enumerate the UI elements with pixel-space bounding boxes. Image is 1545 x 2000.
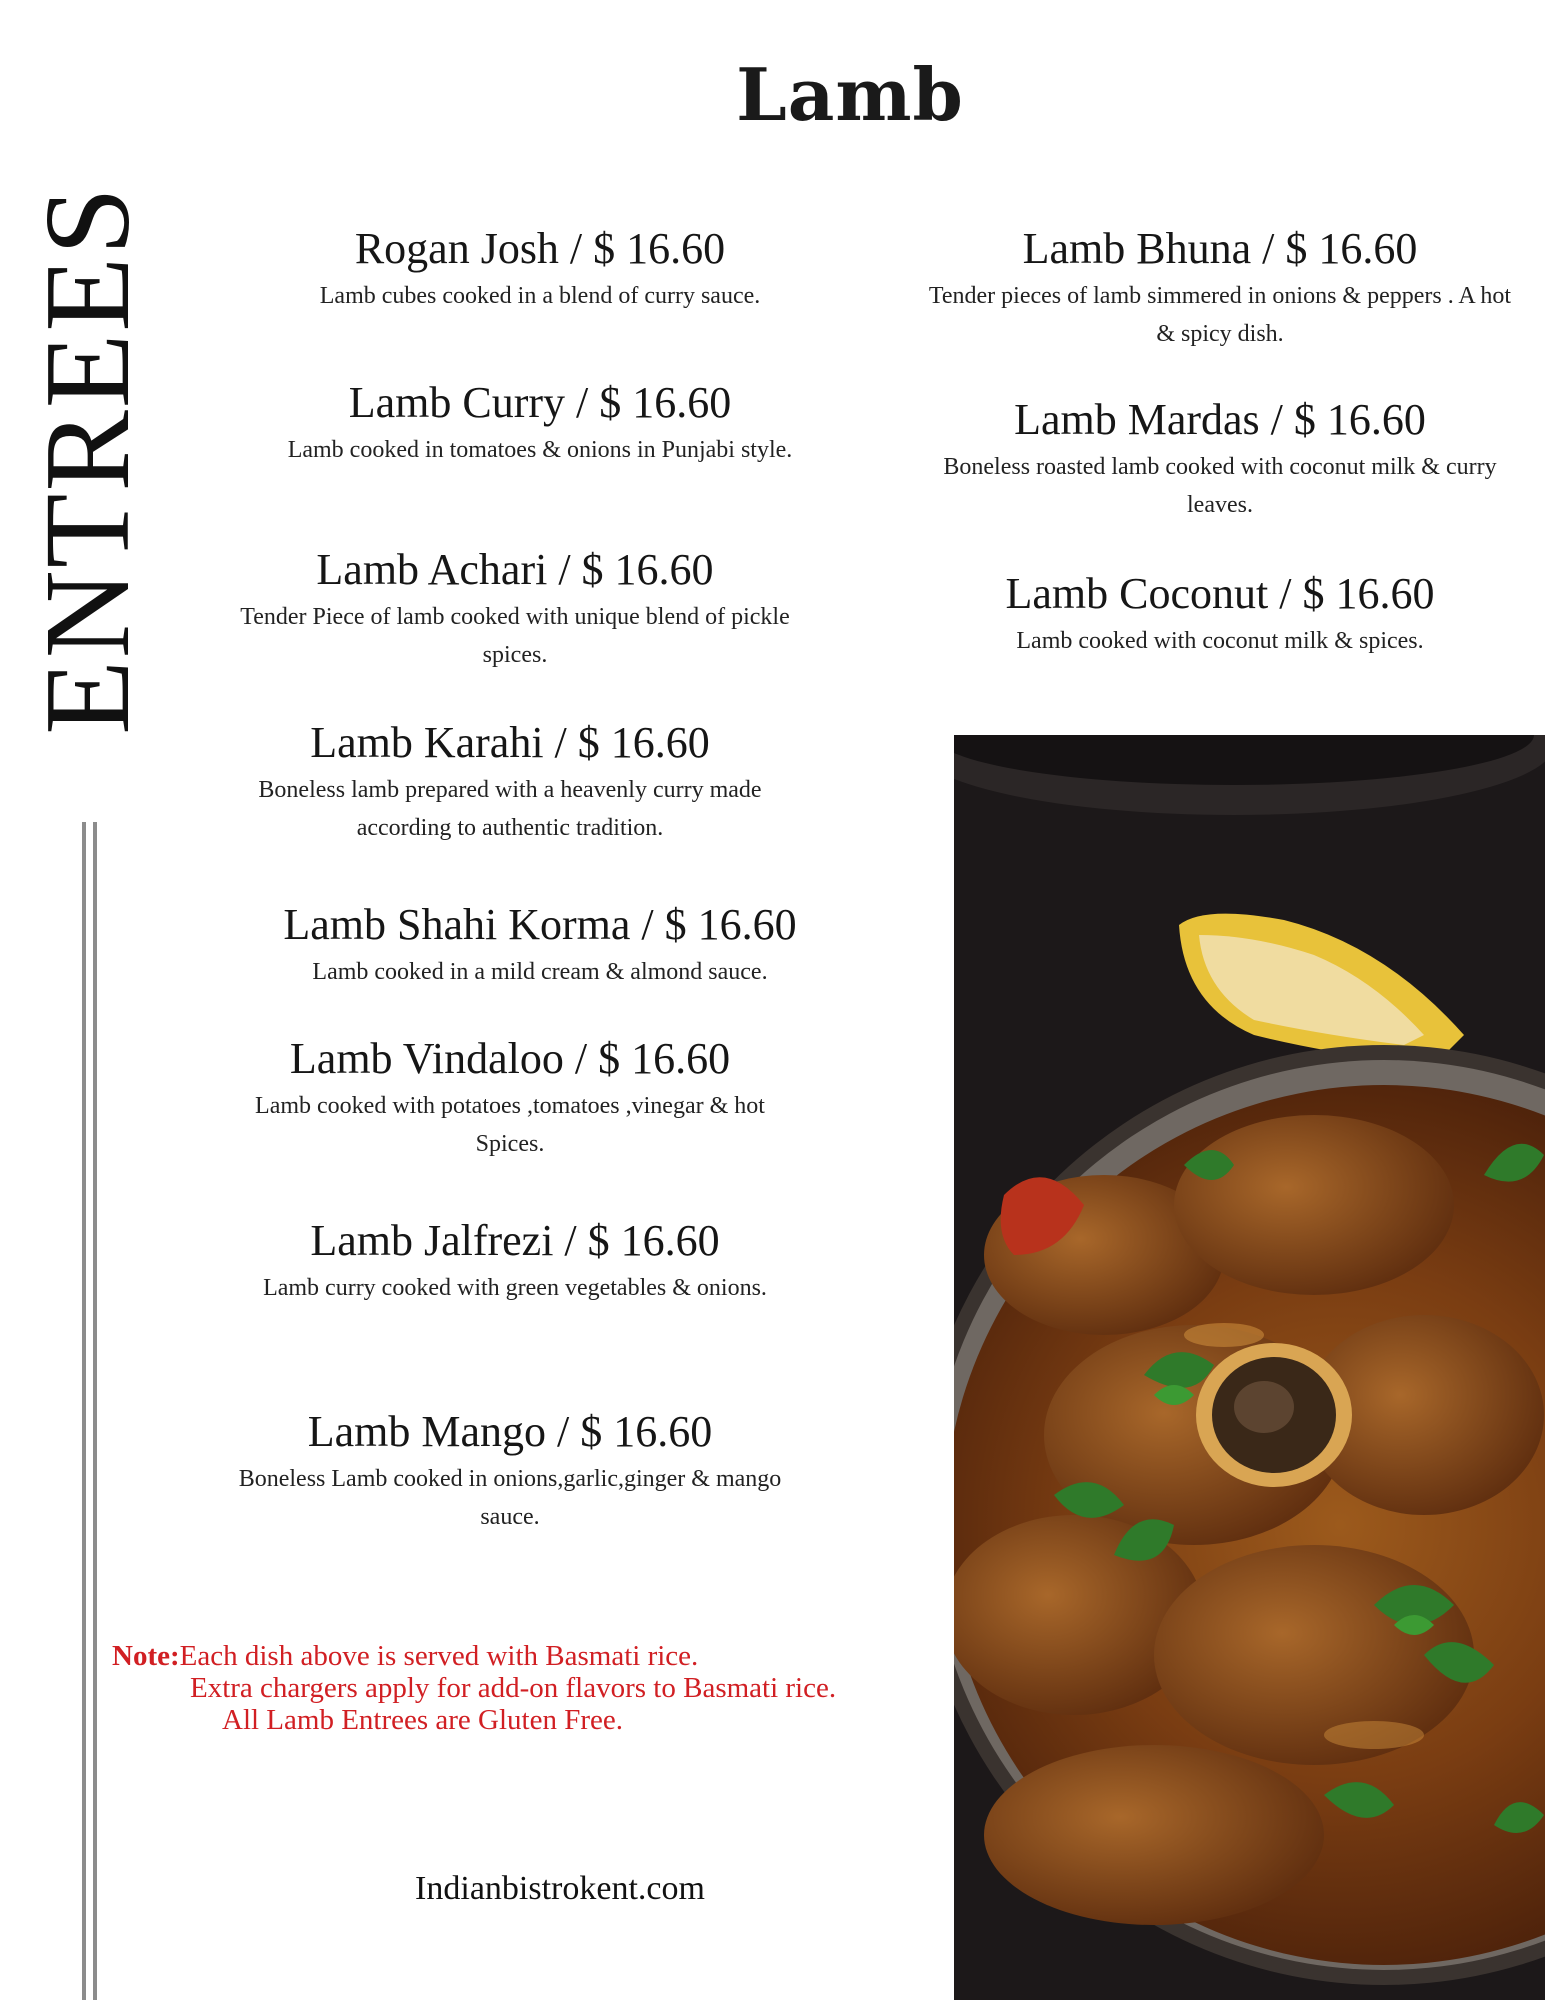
page-title: Lamb [736, 52, 964, 137]
note-text-1: Each dish above is served with Basmati rice. [179, 1640, 699, 1672]
item-name: Lamb Karahi / $ 16.60 [310, 718, 710, 767]
item-name: Lamb Shahi Korma / $ 16.60 [283, 900, 797, 949]
item-name: Lamb Curry / $ 16.60 [348, 378, 732, 427]
item-name: Lamb Mardas / $ 16.60 [1014, 395, 1426, 444]
item-description: Tender Piece of lamb cooked with unique blend of pickle spices. [240, 604, 790, 668]
item-name: Lamb Bhuna / $ 16.60 [1022, 224, 1418, 273]
item-name: Lamb Achari / $ 16.60 [316, 545, 714, 594]
item-description: Lamb cooked in a mild cream & almond sauce. [312, 959, 768, 985]
item-description: Lamb cubes cooked in a blend of curry sauce. [319, 283, 761, 309]
menu-item-lamb-vindaloo [220, 1033, 800, 1163]
note-line-1 [112, 1640, 942, 1672]
curry-bowl-illustration [954, 735, 1545, 2000]
item-description: Lamb curry cooked with green vegetables & onions. [263, 1275, 767, 1301]
item-description: Boneless roasted lamb cooked with coconut milk & curry leaves. [943, 454, 1497, 518]
website-link[interactable]: Indianbistrokent.com [415, 1870, 705, 1907]
item-name: Lamb Mango / $ 16.60 [307, 1407, 713, 1456]
item-description: Boneless Lamb cooked in onions,garlic,ginger & mango sauce. [238, 1466, 782, 1530]
menu-item-rogan-josh [210, 223, 870, 315]
menu-item-lamb-curry [265, 377, 815, 469]
item-description: Tender pieces of lamb simmered in onions & peppers . A hot & spicy dish. [928, 283, 1512, 347]
menu-item-lamb-jalfrezi [245, 1215, 785, 1307]
item-description: Lamb cooked with potatoes ,tomatoes ,vinegar & hot Spices. [255, 1093, 765, 1157]
menu-item-lamb-bhuna [925, 223, 1515, 353]
menu-item-lamb-mardas [925, 394, 1515, 524]
menu-item-lamb-mango [225, 1406, 795, 1536]
menu-item-lamb-achari [225, 544, 805, 674]
section-label: ENTREES [20, 185, 155, 735]
section-label-wrap [20, 185, 155, 735]
item-description: Boneless lamb prepared with a heavenly curry made according to authentic tradition. [258, 777, 762, 841]
item-name: Lamb Jalfrezi / $ 16.60 [310, 1216, 720, 1265]
menu-item-lamb-shahi-korma [210, 899, 870, 991]
item-name: Lamb Coconut / $ 16.60 [1005, 569, 1435, 618]
menu-item-lamb-coconut [925, 568, 1515, 660]
menu-item-lamb-karahi [235, 717, 785, 847]
item-name: Lamb Vindaloo / $ 16.60 [289, 1034, 731, 1083]
item-name: Rogan Josh / $ 16.60 [354, 224, 726, 273]
note-line-2: Extra chargers apply for add-on flavors to Basmati rice. [190, 1672, 837, 1704]
divider-line [82, 822, 86, 2000]
note-label: Note: [112, 1640, 180, 1672]
lamb-curry-photo [954, 735, 1545, 2000]
item-description: Lamb cooked with coconut milk & spices. [1016, 628, 1424, 654]
divider-line [93, 822, 97, 2000]
rice-note [112, 1640, 942, 1736]
note-line-3: All Lamb Entrees are Gluten Free. [222, 1704, 624, 1736]
item-description: Lamb cooked in tomatoes & onions in Punjabi style. [287, 437, 793, 463]
